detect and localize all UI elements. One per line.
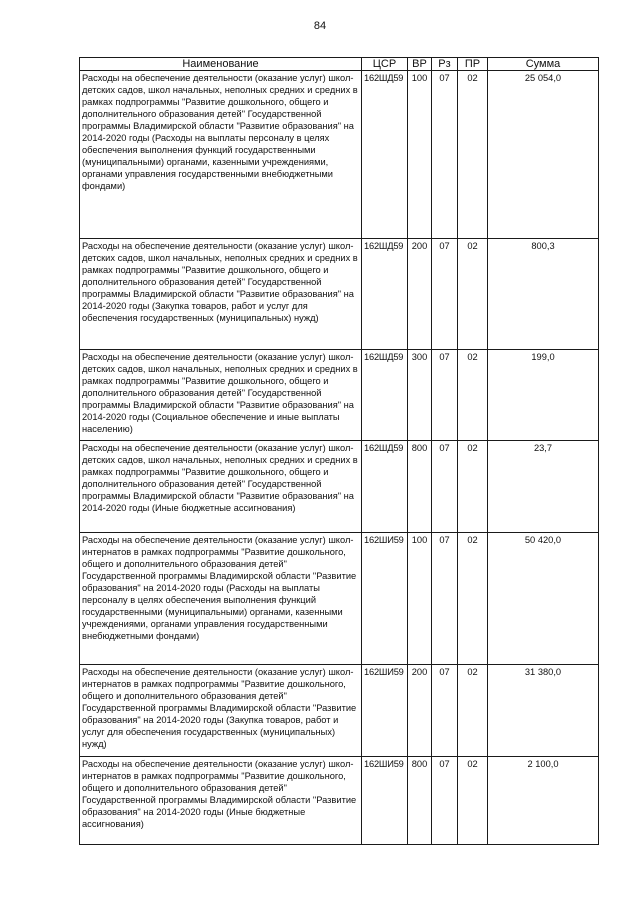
row-vr: 300 — [408, 350, 432, 441]
row-name: Расходы на обеспечение деятельности (оказание услуг) школ-интернатов в рамках подпрограммы "Развитие дошкольного, общего и дополнительного образования детей" Государственной программы Владимирской области "Развитие образования" на 2014-2020 годы (Закупка товаров, работ и услуг для обеспечения государственных (муниципальных) нужд) — [80, 665, 362, 757]
row-rz: 07 — [432, 441, 458, 533]
row-csr: 162ШД59 — [362, 441, 408, 533]
table-row — [80, 757, 599, 845]
row-vr: 200 — [408, 665, 432, 757]
row-pr: 02 — [458, 665, 488, 757]
header-csr: ЦСР — [362, 58, 408, 71]
row-name: Расходы на обеспечение деятельности (оказание услуг) школ-интернатов в рамках подпрограммы "Развитие дошкольного, общего и дополнительного образования детей" Государственной программы Владимирской области "Развитие образования" на 2014-2020 годы (Расходы на выплаты персоналу в целях обеспечения выполнения функций государственными (муниципальными) органами, казенными учреждениями, органами управления государственными внебюджетными фондами) — [80, 533, 362, 665]
table-row — [80, 71, 599, 239]
row-pr: 02 — [458, 239, 488, 350]
row-rz: 07 — [432, 71, 458, 239]
row-csr: 162ШД59 — [362, 71, 408, 239]
row-vr: 800 — [408, 441, 432, 533]
row-sum: 800,3 — [488, 239, 599, 350]
row-pr: 02 — [458, 350, 488, 441]
row-csr: 162ШИ59 — [362, 757, 408, 845]
row-pr: 02 — [458, 757, 488, 845]
table-row — [80, 350, 599, 441]
row-name: Расходы на обеспечение деятельности (оказание услуг) школ-детских садов, школ начальных, неполных средних и средних в рамках подпрограммы "Развитие дошкольного, общего и дополнительного образования детей" Государственной программы Владимирской области "Развитие образования" на 2014-2020 годы (Закупка товаров, работ и услуг для обеспечения государственных (муниципальных) нужд) — [80, 239, 362, 350]
header-name: Наименование — [80, 58, 362, 71]
row-rz: 07 — [432, 239, 458, 350]
header-row — [80, 58, 599, 71]
row-csr: 162ШД59 — [362, 350, 408, 441]
row-pr: 02 — [458, 441, 488, 533]
row-name: Расходы на обеспечение деятельности (оказание услуг) школ-детских садов, школ начальных, неполных средних и средних в рамках подпрограммы "Развитие дошкольного, общего и дополнительного образования детей" Государственной программы Владимирской области "Развитие образования" на 2014-2020 годы (Иные бюджетные ассигнования) — [80, 441, 362, 533]
row-pr: 02 — [458, 533, 488, 665]
header-sum: Сумма — [488, 58, 599, 71]
budget-table — [79, 57, 599, 845]
row-sum: 31 380,0 — [488, 665, 599, 757]
row-name: Расходы на обеспечение деятельности (оказание услуг) школ-детских садов, школ начальных, неполных средних и средних в рамках подпрограммы "Развитие дошкольного, общего и дополнительного образования детей" Государственной программы Владимирской области "Развитие образования" на 2014-2020 годы (Расходы на выплаты персоналу в целях обеспечения выполнения функций государственными (муниципальными) органами, казенными учреждениями, органами управления государственными внебюджетными фондами) — [80, 71, 362, 239]
header-pr: ПР — [458, 58, 488, 71]
table-row — [80, 533, 599, 665]
table-row — [80, 441, 599, 533]
row-sum: 199,0 — [488, 350, 599, 441]
row-vr: 100 — [408, 533, 432, 665]
row-sum: 23,7 — [488, 441, 599, 533]
row-sum: 50 420,0 — [488, 533, 599, 665]
header-rz: Рз — [432, 58, 458, 71]
row-rz: 07 — [432, 533, 458, 665]
row-pr: 02 — [458, 71, 488, 239]
row-vr: 800 — [408, 757, 432, 845]
table-row — [80, 665, 599, 757]
row-csr: 162ШИ59 — [362, 665, 408, 757]
row-name: Расходы на обеспечение деятельности (оказание услуг) школ-детских садов, школ начальных, неполных средних и средних в рамках подпрограммы "Развитие дошкольного, общего и дополнительного образования детей" Государственной программы Владимирской области "Развитие образования" на 2014-2020 годы (Социальное обеспечение и иные выплаты населению) — [80, 350, 362, 441]
header-vr: ВР — [408, 58, 432, 71]
row-csr: 162ШИ59 — [362, 533, 408, 665]
row-sum: 25 054,0 — [488, 71, 599, 239]
row-name: Расходы на обеспечение деятельности (оказание услуг) школ-интернатов в рамках подпрограммы "Развитие дошкольного, общего и дополнительного образования детей" Государственной программы Владимирской области "Развитие образования" на 2014-2020 годы (Иные бюджетные ассигнования) — [80, 757, 362, 845]
row-csr: 162ШД59 — [362, 239, 408, 350]
row-rz: 07 — [432, 350, 458, 441]
row-rz: 07 — [432, 757, 458, 845]
page-number: 84 — [313, 20, 327, 32]
row-vr: 100 — [408, 71, 432, 239]
table-row — [80, 239, 599, 350]
row-sum: 2 100,0 — [488, 757, 599, 845]
row-rz: 07 — [432, 665, 458, 757]
row-vr: 200 — [408, 239, 432, 350]
